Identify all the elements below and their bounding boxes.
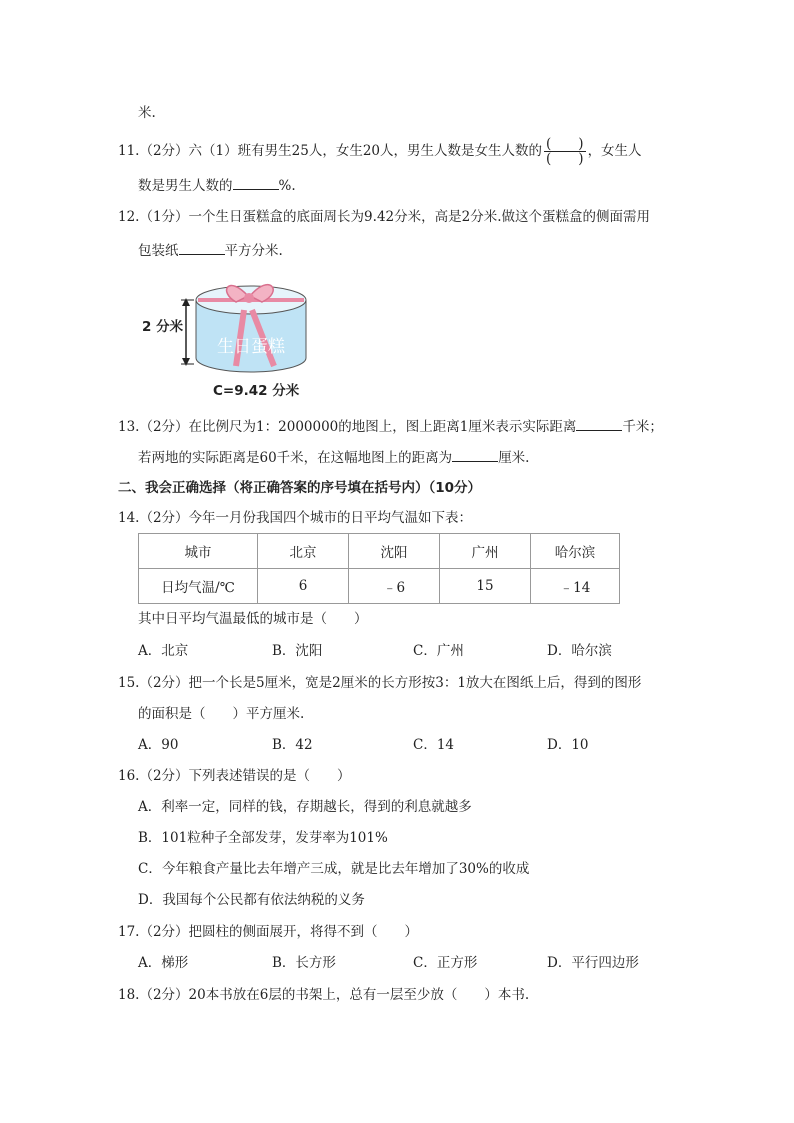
q13-line1-before: 13.（2分）在比例尺为1：2000000的地图上，图上距离1厘米表示实际距离 xyxy=(118,419,577,435)
q15-option-b[interactable]: B．42 xyxy=(272,737,313,753)
q15-option-a[interactable]: A．90 xyxy=(138,737,179,753)
question-11-line1 xyxy=(118,137,642,166)
section-heading: 二、我会正确选择（将正确答案的序号填在括号内）（10分） xyxy=(118,480,482,496)
q11-suffix: ，女生人 xyxy=(587,143,642,159)
q13-line2-after: 厘米. xyxy=(498,450,530,466)
table-cell: 城市 xyxy=(139,534,258,569)
q13-answer-blank-1[interactable] xyxy=(576,416,622,431)
q17-option-d[interactable]: D．平行四边形 xyxy=(547,955,639,971)
q12-line2-after: 平方分米. xyxy=(224,243,283,259)
cake-box-text: 生日蛋糕 xyxy=(217,337,285,357)
table-cell: 日均气温/℃ xyxy=(139,569,258,604)
q12-line2-before: 包装纸 xyxy=(138,243,179,259)
table-cell: 沈阳 xyxy=(349,534,440,569)
birthday-cake-icon xyxy=(178,270,318,400)
table-cell: 哈尔滨 xyxy=(531,534,620,569)
q15-option-c[interactable]: C．14 xyxy=(413,737,455,753)
question-14-question: 其中日平均气温最低的城市是（ ） xyxy=(138,611,368,627)
q14-option-d[interactable]: D．哈尔滨 xyxy=(547,643,612,659)
question-17-stem: 17.（2分）把圆柱的侧面展开，将得不到（ ） xyxy=(118,924,419,940)
question-11-line2 xyxy=(138,175,296,195)
question-13-line2 xyxy=(138,447,529,467)
question-16-stem: 16.（2分）下列表述错误的是（ ） xyxy=(118,768,351,784)
q11-answer-blank[interactable] xyxy=(233,175,279,190)
q15-option-d[interactable]: D．10 xyxy=(547,737,589,753)
table-cell: ﹣14 xyxy=(531,569,620,604)
question-12-line1: 12.（1分）一个生日蛋糕盒的底面周长为9.42分米，高是2分米.做这个蛋糕盒的侧面需用 xyxy=(118,209,650,225)
table-row xyxy=(139,569,620,604)
q13-line1-after: 千米； xyxy=(622,419,663,435)
question-13-line1 xyxy=(118,416,663,436)
q16-option-b[interactable]: B．101粒种子全部发芽，发芽率为101% xyxy=(138,830,388,846)
cake-height-label: 2 分米 xyxy=(142,319,184,335)
table-header-row xyxy=(139,534,620,569)
q11-line2-after: %. xyxy=(278,178,296,194)
q11-frac-num: ( ) xyxy=(546,136,584,152)
q16-option-c[interactable]: C．今年粮食产量比去年增产三成，就是比去年增加了30%的收成 xyxy=(138,861,530,877)
q17-option-b[interactable]: B．长方形 xyxy=(272,955,336,971)
q14-option-b[interactable]: B．沈阳 xyxy=(272,643,323,659)
q11-line2-before: 数是男生人数的 xyxy=(138,178,233,194)
question-18-stem: 18.（2分）20本书放在6层的书架上，总有一层至少放（ ）本书. xyxy=(118,987,530,1003)
q11-frac-den: ( ) xyxy=(546,151,584,167)
q14-option-c[interactable]: C．广州 xyxy=(413,643,464,659)
question-12-line2 xyxy=(138,240,283,260)
table-cell: 15 xyxy=(440,569,531,604)
continued-text: 米. xyxy=(138,105,156,121)
q17-option-a[interactable]: A．梯形 xyxy=(138,955,189,971)
q17-option-c[interactable]: C．正方形 xyxy=(413,955,478,971)
table-cell: 北京 xyxy=(258,534,349,569)
q16-option-d[interactable]: D．我国每个公民都有依法纳税的义务 xyxy=(138,892,365,908)
question-15-line1: 15.（2分）把一个长是5厘米，宽是2厘米的长方形按3：1放大在图纸上后，得到的图形 xyxy=(118,675,642,691)
q13-line2-before: 若两地的实际距离是60千米，在这幅地图上的距离为 xyxy=(138,450,453,466)
cake-circumference-label: C=9.42 分米 xyxy=(213,383,300,399)
table-cell: 6 xyxy=(258,569,349,604)
q12-answer-blank[interactable] xyxy=(179,240,225,255)
q16-option-a[interactable]: A．利率一定，同样的钱，存期越长，得到的利息就越多 xyxy=(138,799,472,815)
q13-answer-blank-2[interactable] xyxy=(452,447,498,462)
question-15-line2: 的面积是（ ）平方厘米. xyxy=(138,706,305,722)
q11-fraction-blank[interactable] xyxy=(544,137,586,166)
q14-option-a[interactable]: A．北京 xyxy=(138,643,189,659)
table-cell: 广州 xyxy=(440,534,531,569)
q11-prefix: 11.（2分）六（1）班有男生25人，女生20人，男生人数是女生人数的 xyxy=(118,143,543,159)
temperature-table xyxy=(138,533,620,604)
question-14-stem: 14.（2分）今年一月份我国四个城市的日平均气温如下表： xyxy=(118,510,473,526)
table-cell: ﹣6 xyxy=(349,569,440,604)
